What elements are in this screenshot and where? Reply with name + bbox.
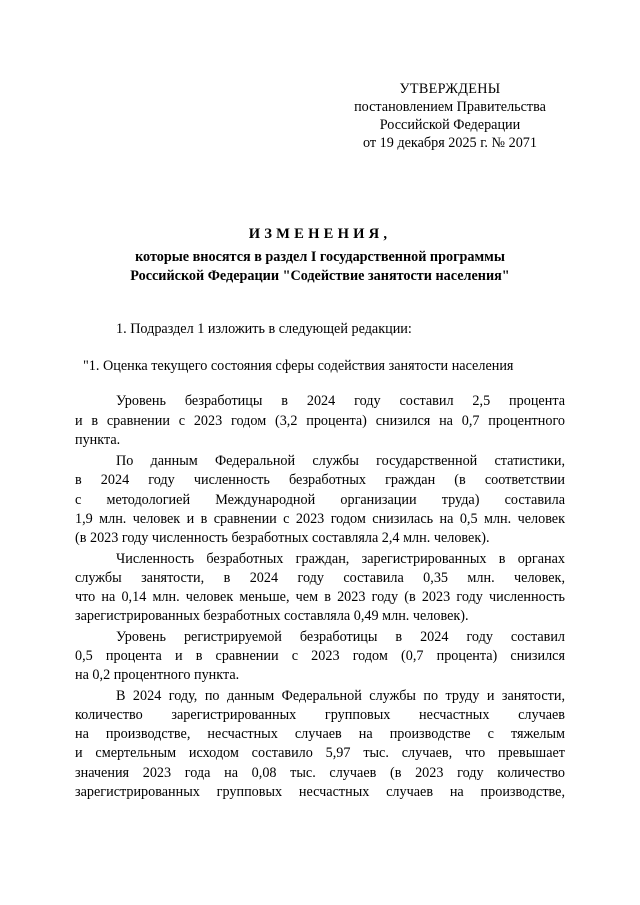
- paragraph-line: с методологией Международной организации труда) составила: [75, 492, 565, 508]
- paragraph-line: пункта.: [75, 432, 121, 448]
- approval-title: УТВЕРЖДЕНЫ: [399, 81, 501, 97]
- paragraph-line: на производстве, несчастных случаев на производстве с тяжелым: [75, 726, 565, 742]
- approval-stamp: [330, 80, 570, 152]
- approval-line-3: от 19 декабря 2025 г. № 2071: [363, 135, 537, 151]
- paragraph-line: и в сравнении с 2023 годом (3,2 процента) снизился на 0,7 процентного: [75, 413, 565, 429]
- paragraph-line: По данным Федеральной службы государственной статистики,: [116, 453, 565, 469]
- document-subtitle-line-1: которые вносятся в раздел I государственной программы: [135, 249, 505, 265]
- paragraph-line: зарегистрированных групповых несчастных случаев на производстве,: [75, 784, 565, 800]
- paragraph-line: и смертельным исходом составило 5,97 тыс. случаев, что превышает: [75, 745, 565, 761]
- document-subtitle: [60, 248, 580, 286]
- paragraph-line: количество зарегистрированных групповых несчастных случаев: [75, 707, 565, 723]
- paragraph-line: на 0,2 процентного пункта.: [75, 667, 240, 683]
- section-heading: "1. Оценка текущего состояния сферы содействия занятости населения: [83, 358, 514, 374]
- paragraph-line: зарегистрированных безработных составляла 0,49 млн. человек).: [75, 608, 469, 624]
- paragraph-line: 1,9 млн. человек и в сравнении с 2023 годом снизилась на 0,5 млн. человек: [75, 511, 565, 527]
- paragraph-line: В 2024 году, по данным Федеральной службы по труду и занятости,: [116, 688, 565, 704]
- approval-line-2: Российской Федерации: [379, 117, 521, 133]
- paragraph-line: Уровень регистрируемой безработицы в 2024 году составил: [116, 629, 565, 645]
- approval-line-1: постановлением Правительства: [354, 99, 546, 115]
- paragraph-line: Численность безработных граждан, зарегистрированных в органах: [116, 551, 565, 567]
- paragraph-line: что на 0,14 млн. человек меньше, чем в 2023 году (в 2023 году численность: [75, 589, 565, 605]
- paragraph-line: Уровень безработицы в 2024 году составил 2,5 процента: [116, 393, 565, 409]
- paragraph-line: (в 2023 году численность безработных составляла 2,4 млн. человек).: [75, 530, 490, 546]
- paragraph-line: службы занятости, в 2024 году составила 0,35 млн. человек,: [75, 570, 565, 586]
- document-subtitle-line-2: Российской Федерации "Содействие занятости населения": [130, 268, 510, 284]
- paragraph-line: значения 2023 года на 0,08 тыс. случаев (в 2023 году количество: [75, 765, 565, 781]
- paragraph-line: в 2024 году численность безработных граждан (в соответствии: [75, 472, 565, 488]
- document-title: ИЗМЕНЕНИЯ,: [248, 226, 392, 242]
- paragraph-line: 0,5 процента и в сравнении с 2023 годом (0,7 процента) снизился: [75, 648, 565, 664]
- item-1: 1. Подраздел 1 изложить в следующей редакции:: [116, 321, 412, 337]
